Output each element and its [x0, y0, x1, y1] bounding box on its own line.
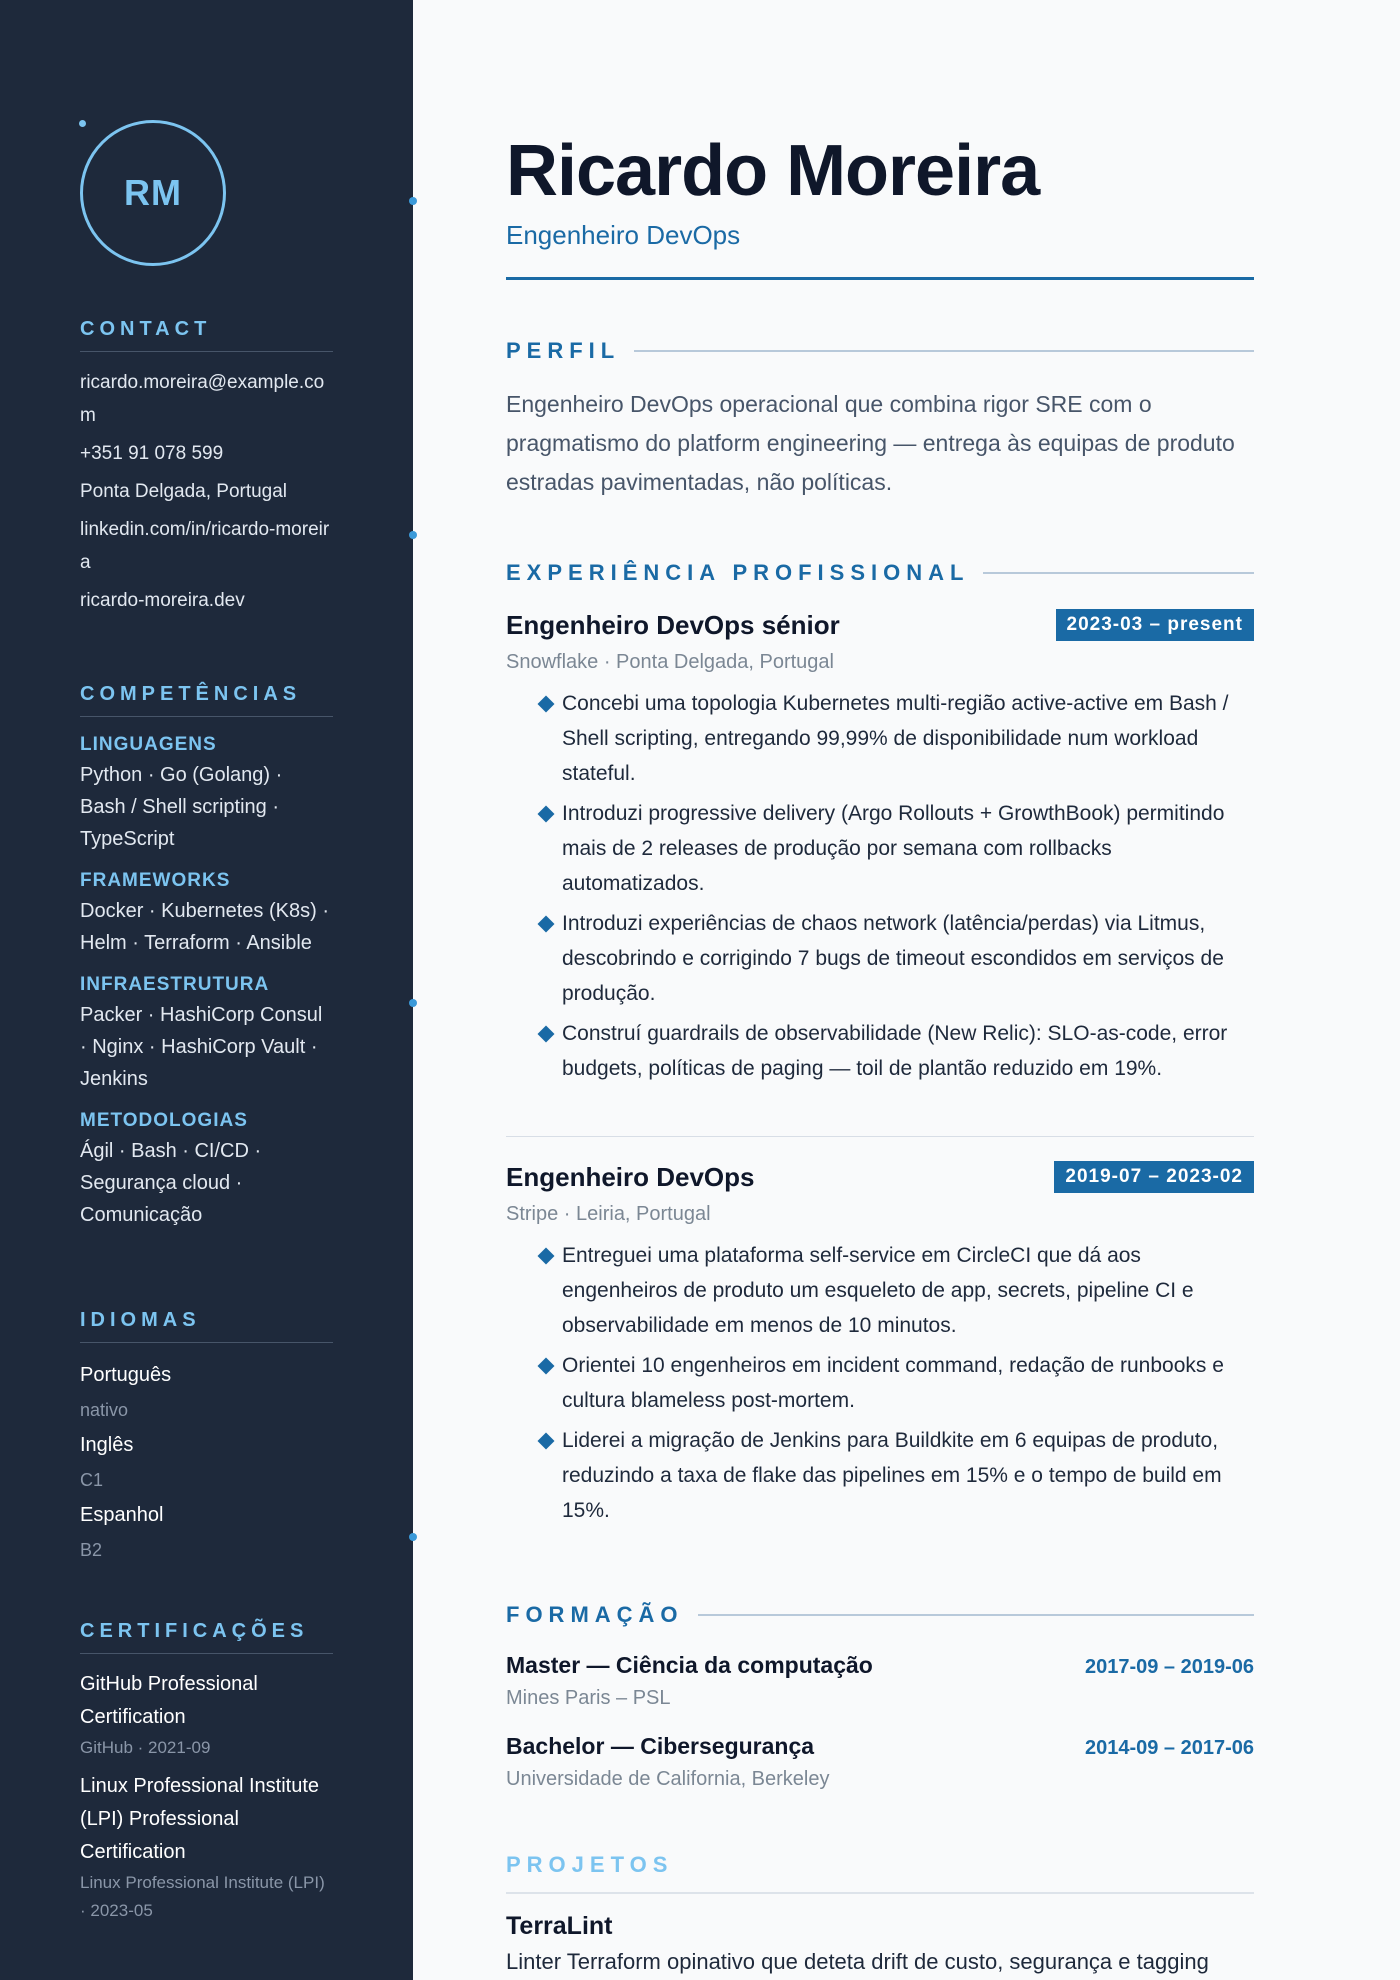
experience-heading: EXPERIÊNCIA PROFISSIONAL	[506, 560, 970, 585]
section-rule	[983, 572, 1254, 574]
diamond-bullet-icon	[538, 1358, 555, 1375]
skill-group-items: Packer · HashiCorp Consul · Nginx · HashiCorp Vault · Jenkins	[80, 1004, 323, 1090]
certifications-heading: CERTIFICAÇÕES	[80, 1620, 333, 1654]
job-bullets	[506, 686, 1254, 1086]
skill-group	[80, 971, 333, 1095]
skill-group-items: Python · Go (Golang) · Bash / Shell scripting · TypeScript	[80, 764, 283, 850]
education-degree: Bachelor — Cibersegurança	[506, 1733, 815, 1759]
title-divider	[506, 277, 1254, 280]
skill-group-items: Ágil · Bash · CI/CD · Segurança cloud · Comunicação	[80, 1140, 262, 1226]
language-level: B2	[80, 1540, 103, 1560]
projects-rule-row	[506, 1892, 1254, 1894]
decorative-dot	[409, 197, 417, 205]
project-entry	[506, 1912, 1254, 1975]
profile-heading: PERFIL	[506, 338, 621, 363]
contact-email[interactable]: ricardo.moreira@example.com	[80, 372, 325, 426]
languages-section	[80, 1309, 333, 1567]
education-dates: 2017-09 – 2019-06	[1084, 1656, 1254, 1678]
language-name: Espanhol	[80, 1504, 164, 1526]
profile-summary: Engenheiro DevOps operacional que combina rigor SRE com o pragmatismo do platform engineering — entrega às equipas de produto estradas pavimentadas, não políticas.	[506, 391, 1235, 495]
education-entry	[506, 1652, 1254, 1710]
skill-group	[80, 1107, 333, 1231]
education-school: Universidade de California, Berkeley	[506, 1768, 830, 1790]
contact-phone[interactable]: +351 91 078 599	[80, 443, 224, 464]
skill-group-label: LINGUAGENS	[80, 734, 217, 755]
education-entry	[506, 1733, 1254, 1791]
certification-meta: GitHub · 2021-09	[80, 1738, 211, 1757]
diamond-bullet-icon	[538, 806, 555, 823]
contact-linkedin[interactable]: linkedin.com/in/ricardo-moreira	[80, 519, 330, 573]
skill-group	[80, 867, 333, 959]
decorative-dot	[79, 120, 86, 127]
experience-section-header	[506, 560, 1254, 586]
avatar-initials: RM	[124, 172, 182, 213]
diamond-bullet-icon	[538, 916, 555, 933]
job-bullet: Orientei 10 engenheiros em incident command, redação de runbooks e cultura blameless post-mortem.	[538, 1348, 1254, 1418]
projects-heading: PROJETOS	[506, 1852, 674, 1877]
contact-location: Ponta Delgada, Portugal	[80, 481, 288, 502]
diamond-bullet-icon	[538, 1248, 555, 1265]
certifications-section	[80, 1620, 333, 1933]
certification-meta: Linux Professional Institute (LPI) · 2023-05	[80, 1873, 325, 1920]
language-level: nativo	[80, 1400, 129, 1420]
diamond-bullet-icon	[538, 1026, 555, 1043]
job-bullet: Concebi uma topologia Kubernetes multi-região active-active em Bash / Shell scripting, entregando 99,99% de disponibilidade num workload stateful.	[538, 686, 1254, 791]
job-bullet: Introduzi experiências de chaos network (latência/perdas) via Litmus, descobrindo e corrigindo 7 bugs de timeout escondidos em serviços de produção.	[538, 906, 1254, 1011]
certification-name: Linux Professional Institute (LPI) Professional Certification	[80, 1775, 320, 1863]
contact-website[interactable]: ricardo-moreira.dev	[80, 590, 245, 611]
skill-group-label: FRAMEWORKS	[80, 870, 231, 891]
languages-heading: IDIOMAS	[80, 1309, 333, 1343]
education-section-header	[506, 1602, 1254, 1628]
decorative-dot	[409, 531, 417, 539]
language-name: Inglês	[80, 1434, 134, 1456]
project-description: Linter Terraform opinativo que deteta drift de custo, segurança e tagging	[506, 1949, 1209, 1974]
skill-group-label: INFRAESTRUTURA	[80, 974, 270, 995]
job-bullet: Introduzi progressive delivery (Argo Rollouts + GrowthBook) permitindo mais de 2 releases de produção por semana com rollbacks automatizados.	[538, 796, 1254, 901]
language-level: C1	[80, 1470, 104, 1490]
section-rule	[634, 350, 1254, 352]
job-bullets	[506, 1238, 1254, 1528]
education-dates: 2014-09 – 2017-06	[1084, 1737, 1254, 1759]
contact-heading: CONTACT	[80, 318, 333, 352]
sidebar	[0, 0, 413, 1980]
full-name: Ricardo Moreira	[506, 131, 1040, 211]
skills-section	[80, 683, 333, 1243]
section-rule	[506, 1892, 1254, 1894]
education-heading: FORMAÇÃO	[506, 1602, 684, 1627]
job-entry	[506, 609, 1254, 1091]
education-degree: Master — Ciência da computação	[506, 1652, 873, 1678]
decorative-dot	[409, 999, 417, 1007]
job-bullet: Entreguei uma plataforma self-service em CircleCI que dá aos engenheiros de produto um esqueleto de app, secrets, pipeline CI e observabilidade em menos de 10 minutos.	[538, 1238, 1254, 1343]
projects-section-header	[506, 1852, 1254, 1878]
diamond-bullet-icon	[538, 1433, 555, 1450]
diamond-bullet-icon	[538, 696, 555, 713]
job-title: Engenheiro DevOps	[506, 220, 741, 250]
job-divider	[506, 1136, 1254, 1137]
job-role: Engenheiro DevOps sénior	[506, 609, 840, 640]
certification-name: GitHub Professional Certification	[80, 1673, 258, 1728]
job-company: Snowflake · Ponta Delgada, Portugal	[506, 651, 834, 673]
decorative-dot	[409, 1533, 417, 1541]
education-school: Mines Paris – PSL	[506, 1687, 671, 1709]
project-name: TerraLint	[506, 1912, 613, 1940]
job-company: Stripe · Leiria, Portugal	[506, 1203, 711, 1225]
profile-section-header	[506, 338, 1254, 364]
avatar	[80, 120, 226, 266]
skills-heading: COMPETÊNCIAS	[80, 683, 333, 717]
job-entry	[506, 1161, 1254, 1533]
contact-section	[80, 318, 333, 622]
skill-group-items: Docker · Kubernetes (K8s) · Helm · Terraform · Ansible	[80, 900, 329, 954]
job-dates-badge: 2019-07 – 2023-02	[1054, 1161, 1254, 1193]
skill-group-label: METODOLOGIAS	[80, 1110, 248, 1131]
language-name: Português	[80, 1364, 172, 1386]
section-rule	[698, 1614, 1254, 1616]
job-role: Engenheiro DevOps	[506, 1161, 755, 1192]
job-bullet: Liderei a migração de Jenkins para Buildkite em 6 equipas de produto, reduzindo a taxa de flake das pipelines em 15% e o tempo de build em 15%.	[538, 1423, 1254, 1528]
job-dates-badge: 2023-03 – present	[1056, 609, 1255, 641]
job-bullet: Construí guardrails de observabilidade (New Relic): SLO-as-code, error budgets, políticas de paging — toil de plantão reduzido em 19%.	[538, 1016, 1254, 1086]
skill-group	[80, 731, 333, 855]
